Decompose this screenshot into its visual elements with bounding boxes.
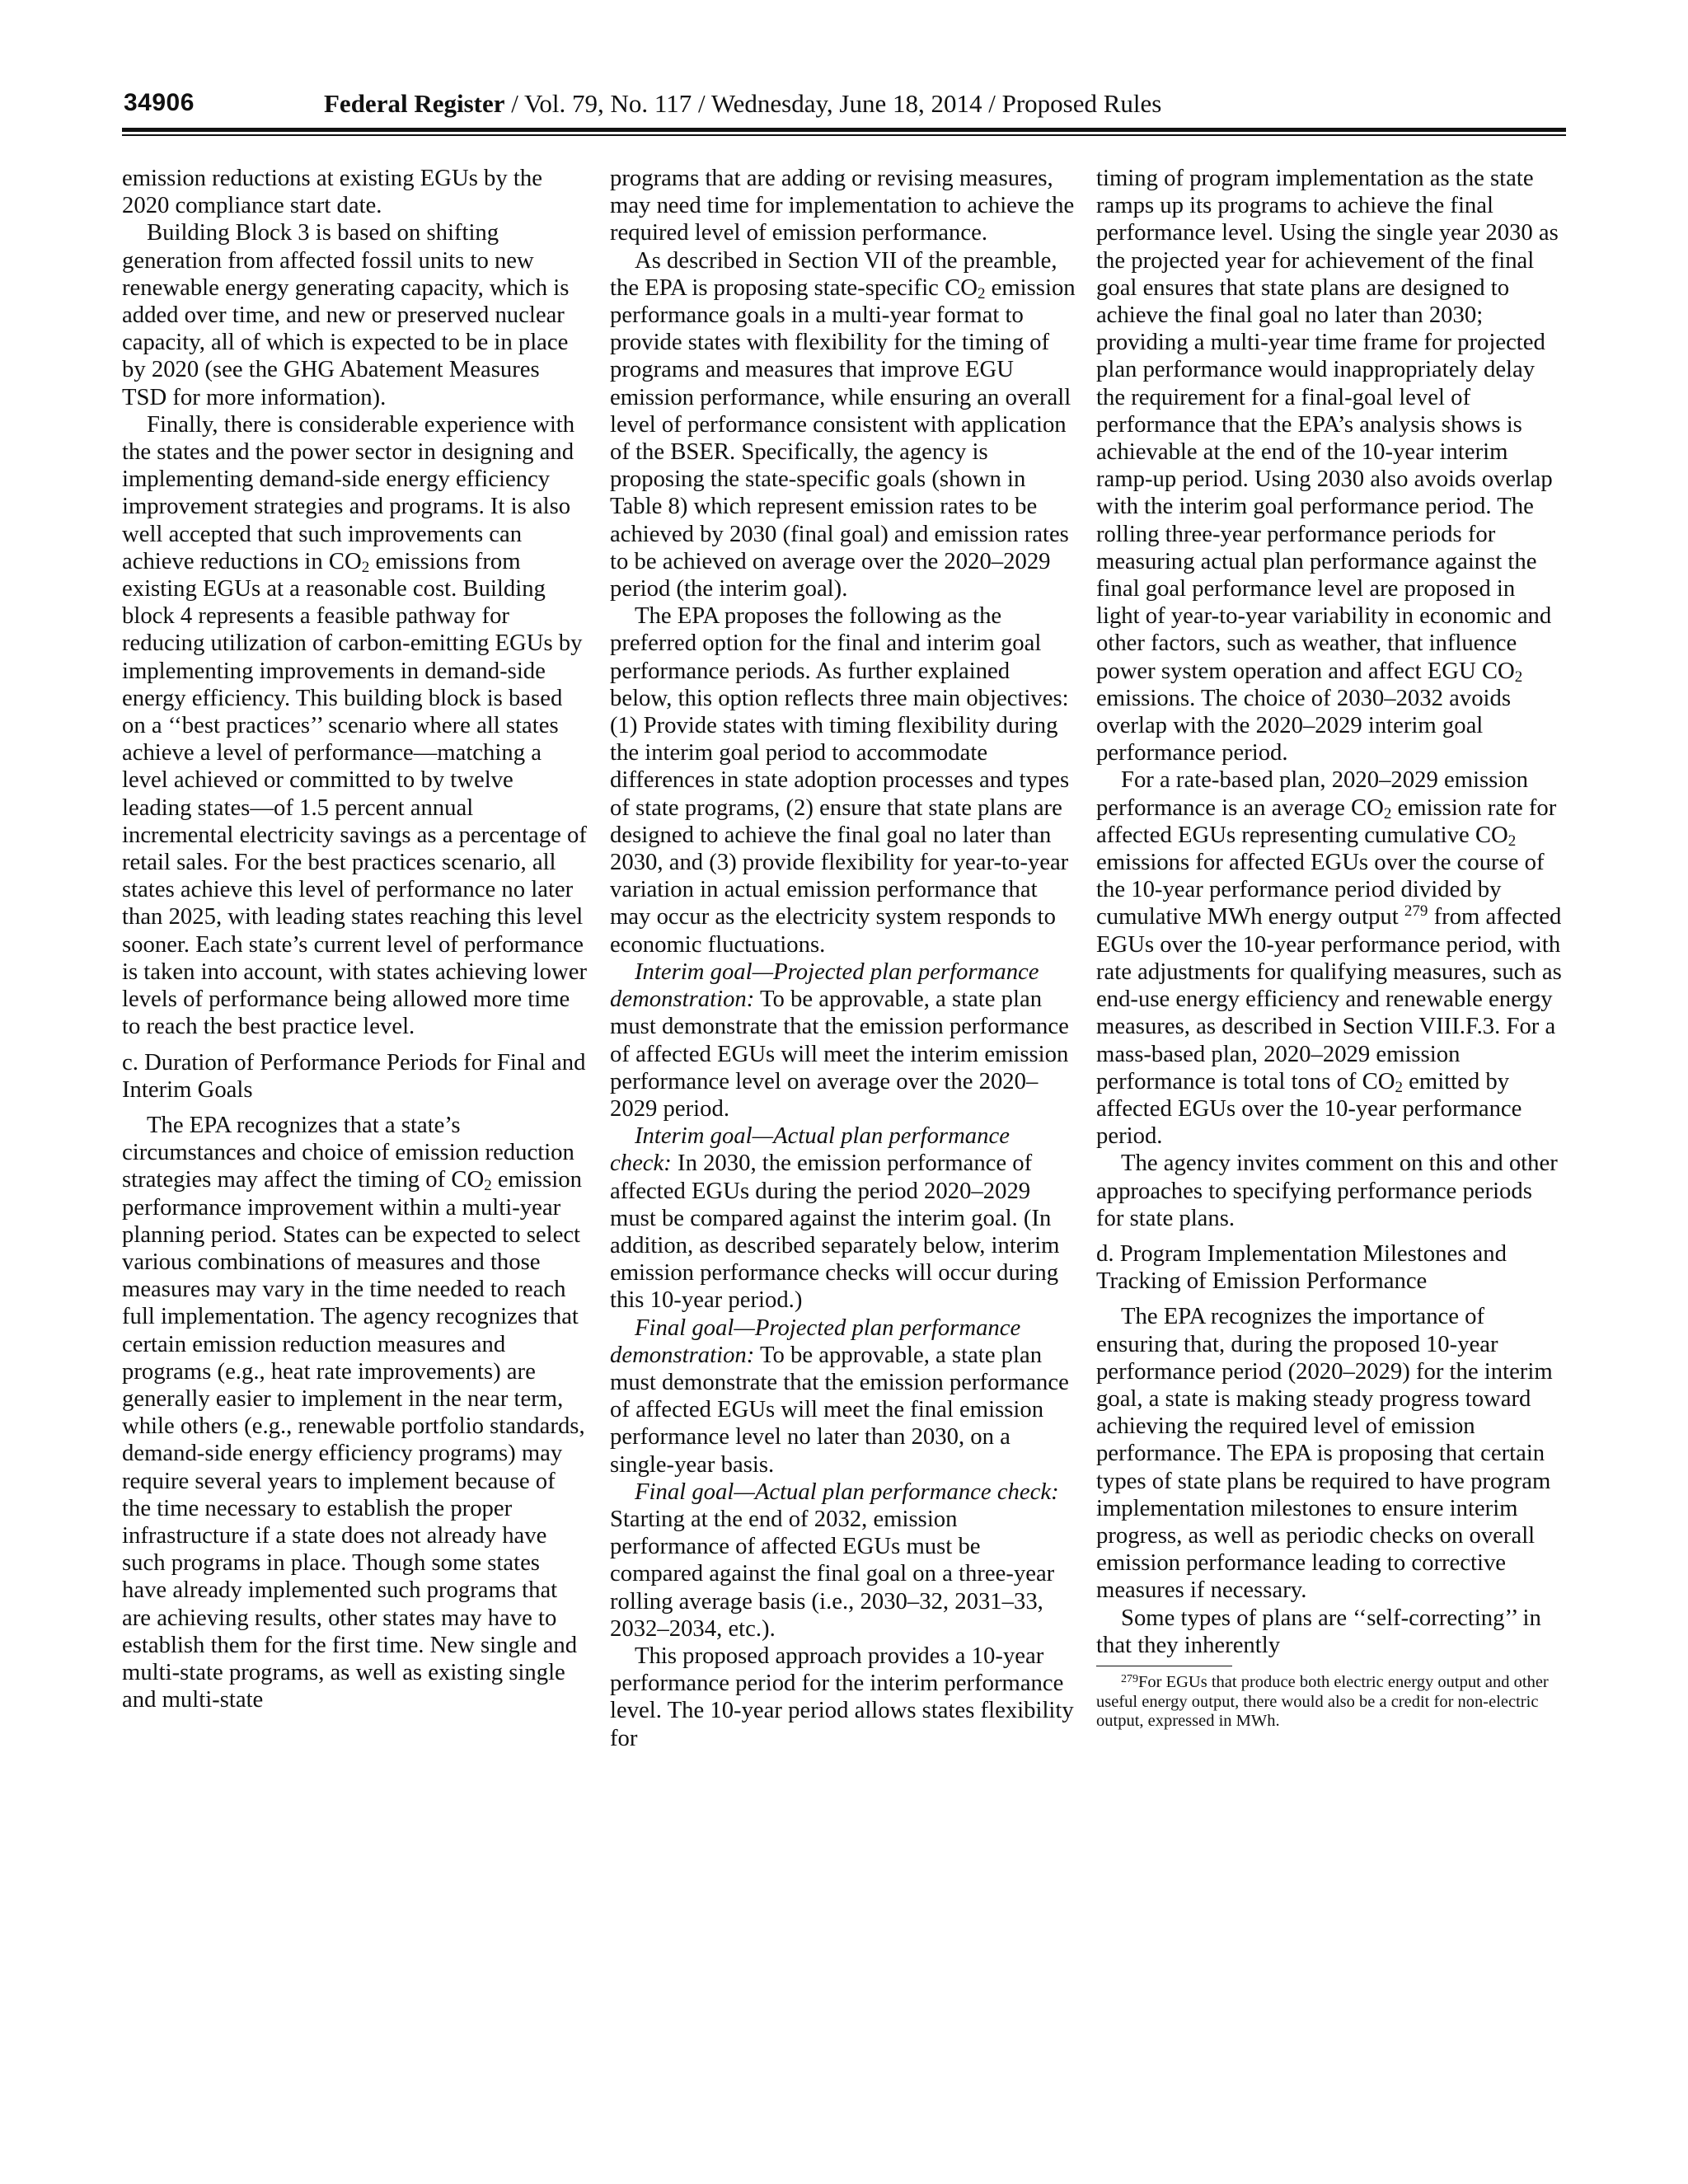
paragraph: Building Block 3 is based on shifting generation from affected fossil units to new renewable energy generating capacity, which is added over time, and new or preserved nuclear capacity, all of which is expected to be in place by 2020 (see the GHG Abatement Measures TSD for more information). xyxy=(122,219,570,410)
footnote-reference: 279 xyxy=(1404,902,1428,921)
footnote: $^{279}$For EGUs that produce both electric energy output and other useful energy output, there would also be a credit for non-electric output, expressed in MWh. xyxy=(1096,1673,1549,1731)
paragraph: Interim goal—Projected plan performance demonstration: To be approvable, a state plan must demonstrate that the emission performance of affected EGUs will meet the interim emission performance level on average over the 2020–2029 period. xyxy=(610,958,1069,1122)
paragraph: timing of program implementation as the state ramps up its programs to achieve the final performance level. Using the single year 2030 as the projected year for achievement of the final goal ensures that state plans are designed to achieve the final goal no later than 2030; providing a multi-year time frame for projected plan performance would inappropriately delay the requirement for a final-goal level of performance that the EPA’s analysis shows is achievable at the end of the 10-year interim ramp-up period. Using 2030 also avoids overlap with the interim goal performance period. The rolling three-year performance periods for measuring actual plan performance against the final goal performance level are proposed in light of year-to-year variability in economic and other factors, such as weather, that influence power system operation and affect EGU $CO_2$ emissions. The choice of 2030–2032 avoids overlap with the 2020–2029 interim goal performance period. xyxy=(1096,165,1559,766)
journal-name: Federal Register xyxy=(324,89,505,118)
footnote-rule xyxy=(1096,1666,1232,1667)
section-heading: c. Duration of Performance Periods for Final and Interim Goals xyxy=(122,1048,586,1103)
paragraph: Final goal—Projected plan performance demonstration: To be approvable, a state plan must demonstrate that the emission performance of affected EGUs will meet the final emission performance level no later than 2030, on a single-year basis. xyxy=(610,1314,1069,1478)
column-3 xyxy=(1096,165,1562,1732)
paragraph: The agency invites comment on this and other approaches to specifying performance periods for state plans. xyxy=(1096,1150,1558,1231)
column-1 xyxy=(122,165,588,1713)
section-heading: d. Program Implementation Milestones and Tracking of Emission Performance xyxy=(1096,1240,1507,1295)
header-rule-thick xyxy=(122,128,1566,132)
paragraph: The EPA proposes the following as the preferred option for the final and interim goal performance periods. As further explained below, this option reflects three main objectives: (1) Provide states with timing flexibility during the interim goal period to accommodate differences in state adoption processes and types of state programs, (2) ensure that state plans are designed to achieve the final goal no later than 2030, and (3) provide flexibility for year-to-year variation in actual emission performance that may occur as the electricity system responds to economic fluctuations. xyxy=(610,602,1070,958)
paragraph: For a rate-based plan, 2020–2029 emission performance is an average $CO_2$ emission rate for affected EGUs representing cumulative $CO_2$ emissions for affected EGUs over the course of the 10-year performance period divided by cumulative MWh energy output $^{279}$ from affected EGUs over the 10-year performance period, with rate adjustments for qualifying measures, such as end-use energy efficiency and renewable energy measures, as described in Section VIII.F.3. For a mass-based plan, 2020–2029 emission performance is total tons of $CO_2$ emitted by affected EGUs over the 10-year performance period. xyxy=(1096,766,1562,1150)
paragraph: Interim goal—Actual plan performance check: In 2030, the emission performance of affected EGUs during the period 2020–2029 must be compared against the interim goal. (In addition, as described separately below, interim emission performance checks will occur during this 10-year period.) xyxy=(610,1122,1060,1314)
column-2 xyxy=(610,165,1076,1752)
paragraph: As described in Section VII of the preamble, the EPA is proposing state-specific $CO_2$ emission performance goals in a multi-year format to provide states with flexibility for the timing of programs and measures that improve EGU emission performance, while ensuring an overall level of performance consistent with application of the BSER. Specifically, the agency is proposing the state-specific goals (shown in Table 8) which represent emission rates to be achieved by 2030 (final goal) and emission rates to be achieved on average over the 2020–2029 period (the interim goal). xyxy=(610,246,1076,602)
paragraph: programs that are adding or revising measures, may need time for implementation to achieve the required level of emission performance. xyxy=(610,165,1075,246)
page-number: 34906 xyxy=(124,89,195,116)
paragraph: The EPA recognizes the importance of ensuring that, during the proposed 10-year performance period (2020–2029) for the interim goal, a state is making steady progress toward achieving the required level of emission performance. The EPA is proposing that certain types of state plans be required to have program implementation milestones to ensure interim progress, as well as periodic checks on overall emission performance leading to corrective measures if necessary. xyxy=(1096,1303,1553,1604)
paragraph: emission reductions at existing EGUs by the 2020 compliance start date. xyxy=(122,165,542,219)
page-header xyxy=(122,86,1566,127)
paragraph: Some types of plans are ‘‘self-correcting’’ in that they inherently xyxy=(1096,1604,1541,1658)
header-title xyxy=(324,89,1161,119)
paragraph: This proposed approach provides a 10-year performance period for the interim performance level. The 10-year period allows states flexibility for xyxy=(610,1642,1074,1751)
paragraph: Finally, there is considerable experience with the states and the power sector in designing and implementing demand-side energy efficiency improvement strategies and programs. It is also well accepted that such improvements can achieve reductions in $CO_2$ emissions from existing EGUs at a reasonable cost. Building block 4 represents a feasible pathway for reducing utilization of carbon-emitting EGUs by implementing improvements in demand-side energy efficiency. This building block is based on a ‘‘best practices’’ scenario where all states achieve a level of performance—matching a level achieved or committed to by twelve leading states—of 1.5 percent annual incremental electricity savings as a percentage of retail sales. For the best practices scenario, all states achieve this level of performance no later than 2025, with leading states reaching this level sooner. Each state’s current level of performance is taken into account, with states achieving lower levels of performance being allowed more time to reach the best practice level. xyxy=(122,410,588,1040)
header-issue-info: / Vol. 79, No. 117 / Wednesday, June 18, 2014 / Proposed Rules xyxy=(504,89,1162,118)
paragraph: The EPA recognizes that a state’s circumstances and choice of emission reduction strategies may affect the timing of $CO_2$ emission performance improvement within a multi-year planning period. States can be expected to select various combinations of measures and those measures may vary in the time needed to reach full implementation. The agency recognizes that certain emission reduction measures and programs (e.g., heat rate improvements) are generally easier to implement in the near term, while others (e.g., renewable portfolio standards, demand-side energy efficiency programs) may require several years to implement because of the time necessary to establish the proper infrastructure if a state does not already have such programs in place. Though some states have already implemented such programs that are achieving results, other states may have to establish them for the first time. New single and multi-state programs, as well as existing single and multi-state xyxy=(122,1111,585,1713)
paragraph: Final goal—Actual plan performance check: Starting at the end of 2032, emission performance of affected EGUs must be compared against the final goal on a three-year rolling average basis (i.e., 2030–32, 2031–33, 2032–2034, etc.). xyxy=(610,1478,1059,1642)
header-rule-thin xyxy=(122,134,1566,136)
